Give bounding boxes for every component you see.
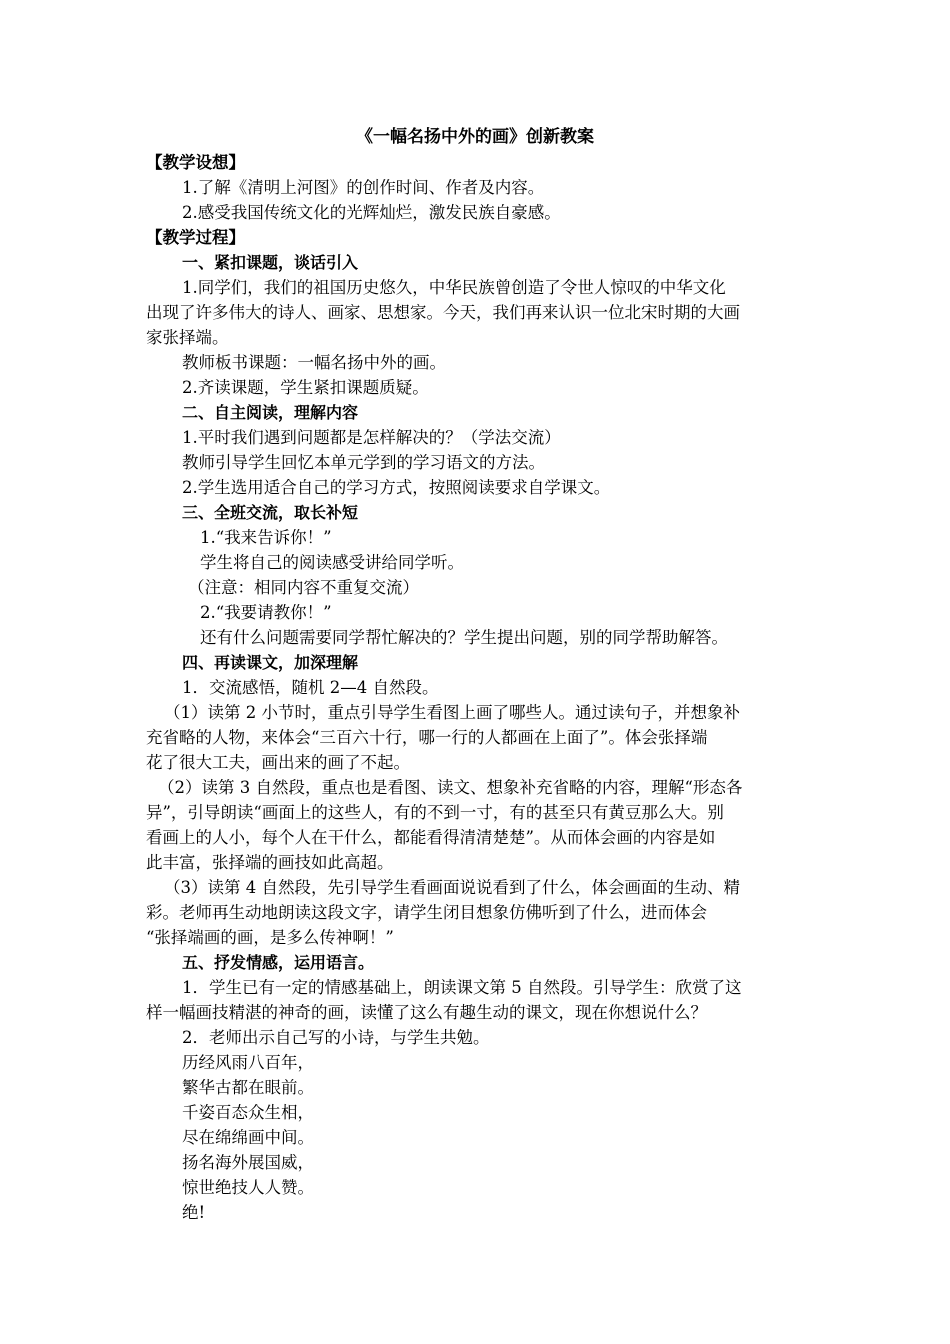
text-line: 还有什么问题需要同学帮忙解决的？学生提出问题，别的同学帮助解答。 — [200, 628, 728, 647]
text-line: 教师引导学生回忆本单元学到的学习语文的方法。 — [182, 453, 545, 472]
subsection-heading: 三、全班交流，取长补短 — [182, 503, 359, 522]
text-line: 1.了解《清明上河图》的创作时间、作者及内容。 — [182, 178, 545, 197]
text-line: 彩。老师再生动地朗读这段文字，请学生闭目想象仿佛听到了什么，进而体会 — [146, 903, 707, 922]
text-line: 异”，引导朗读“画面上的这些人，有的不到一寸，有的甚至只有黄豆那么大。别 — [146, 803, 724, 822]
subsection-heading: 四、再读课文，加深理解 — [182, 653, 359, 672]
text-line: （2）读第 3 自然段，重点也是看图、读文、想象补充省略的内容，理解“形态各 — [158, 778, 743, 797]
text-line: 2．老师出示自己写的小诗，与学生共勉。 — [182, 1028, 490, 1047]
text-line: 花了很大工夫，画出来的画了不起。 — [146, 753, 410, 772]
text-line: 教师板书课题：一幅名扬中外的画。 — [182, 353, 446, 372]
text-line: 充省略的人物，来体会“三百六十行，哪一行的人都画在上面了”。体会张择端 — [146, 728, 708, 747]
text-line: 历经风雨八百年， — [182, 1053, 314, 1072]
text-line: 2.齐读课题，学生紧扣课题质疑。 — [182, 378, 429, 397]
text-line: （注意：相同内容不重复交流） — [188, 578, 419, 597]
text-line: 样一幅画技精湛的神奇的画，读懂了这么有趣生动的课文，现在你想说什么？ — [146, 1003, 707, 1022]
section-heading: 【教学设想】 — [146, 153, 245, 172]
text-line: （3）读第 4 自然段，先引导学生看画面说说看到了什么，体会画面的生动、精 — [164, 878, 740, 897]
subsection-heading: 五、抒发情感，运用语言。 — [182, 953, 375, 972]
section-heading: 【教学过程】 — [146, 228, 245, 247]
text-line: 看画上的人小，每个人在干什么，都能看得清清楚楚”。从而体会画的内容是如 — [146, 828, 716, 847]
document-title: 《一幅名扬中外的画》创新教案 — [356, 127, 594, 147]
text-line: 扬名海外展国威， — [182, 1153, 314, 1172]
text-line: 此丰富，张择端的画技如此高超。 — [146, 853, 394, 872]
text-line: 1．学生已有一定的情感基础上，朗读课文第 5 自然段。引导学生：欣赏了这 — [182, 978, 742, 997]
text-line: 千姿百态众生相， — [182, 1103, 314, 1122]
subsection-heading: 二、自主阅读，理解内容 — [182, 403, 359, 422]
text-line: 1.平时我们遇到问题都是怎样解决的？（学法交流） — [182, 428, 561, 447]
text-line: 绝! — [182, 1203, 206, 1222]
text-line: “张择端画的画，是多么传神啊！” — [146, 928, 394, 947]
text-line: 出现了许多伟大的诗人、画家、思想家。今天，我们再来认识一位北宋时期的大画 — [146, 303, 740, 322]
text-line: 2.感受我国传统文化的光辉灿烂，激发民族自豪感。 — [182, 203, 561, 222]
text-line: 1．交流感悟，随机 2—4 自然段。 — [182, 678, 439, 697]
text-line: 2.学生选用适合自己的学习方式，按照阅读要求自学课文。 — [182, 478, 611, 497]
text-line: 学生将自己的阅读感受讲给同学听。 — [200, 553, 464, 572]
text-line: 惊世绝技人人赞。 — [182, 1178, 314, 1197]
text-line: 1.“我来告诉你！” — [200, 528, 332, 547]
text-line: （1）读第 2 小节时，重点引导学生看图上画了哪些人。通过读句子，并想象补 — [164, 703, 740, 722]
text-line: 2.“我要请教你！” — [200, 603, 332, 622]
text-line: 家张择端。 — [146, 328, 229, 347]
text-line: 繁华古都在眼前。 — [182, 1078, 314, 1097]
subsection-heading: 一、紧扣课题，谈话引入 — [182, 253, 359, 272]
text-line: 1.同学们，我们的祖国历史悠久，中华民族曾创造了令世人惊叹的中华文化 — [182, 278, 726, 297]
text-line: 尽在绵绵画中间。 — [182, 1128, 314, 1147]
